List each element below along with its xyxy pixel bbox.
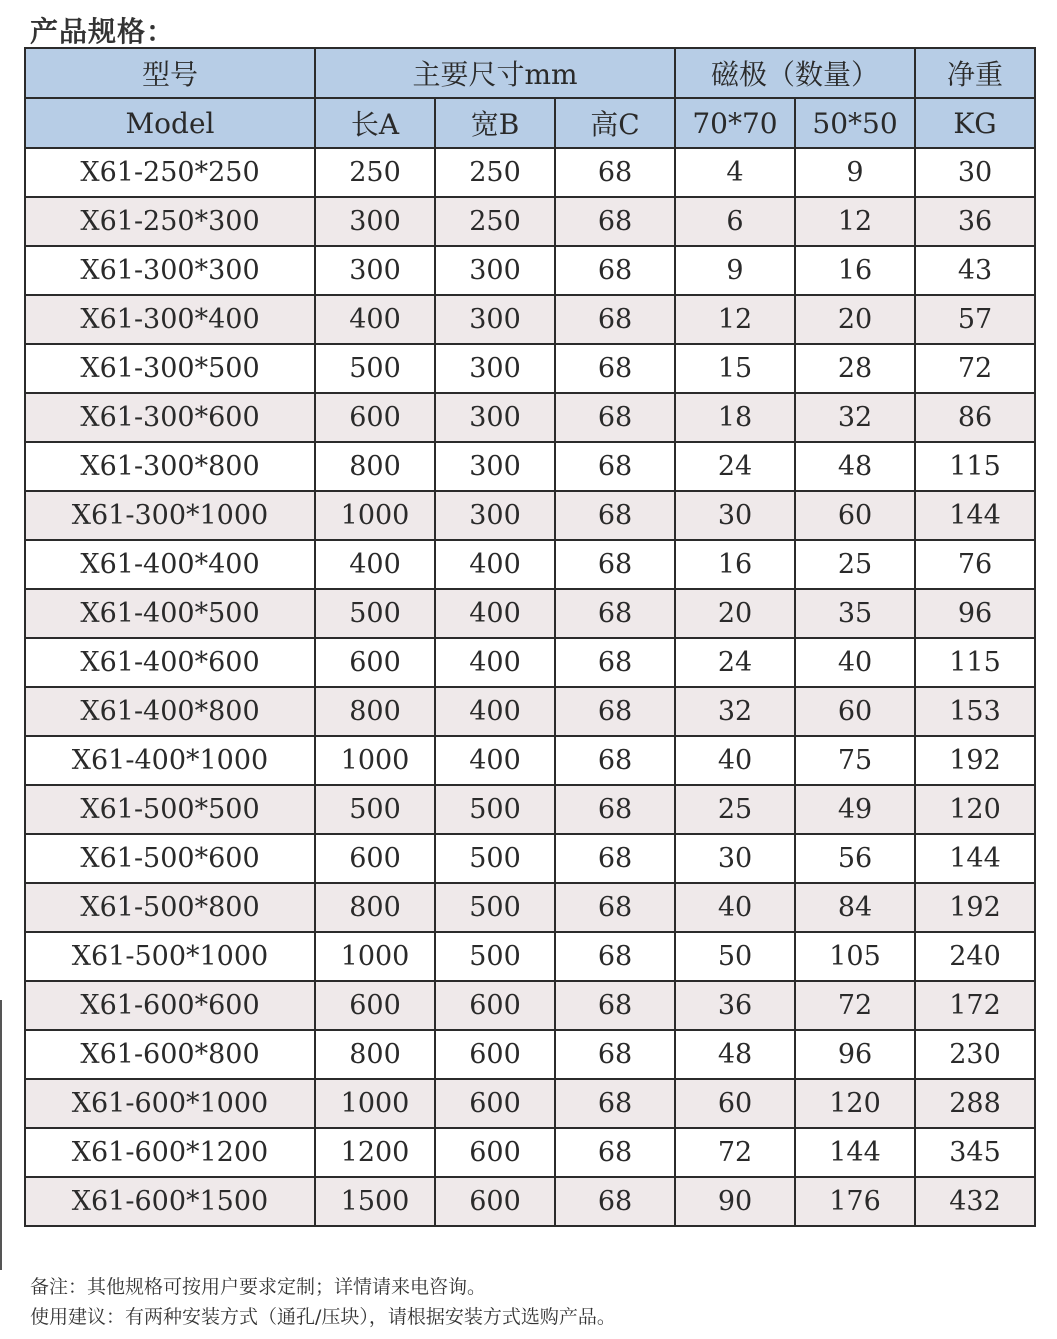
cell-width: 500 bbox=[435, 883, 555, 932]
cell-width: 500 bbox=[435, 932, 555, 981]
cell-model: X61-300*400 bbox=[25, 295, 315, 344]
cell-model: X61-300*500 bbox=[25, 344, 315, 393]
cell-height: 68 bbox=[555, 246, 675, 295]
cell-model: X61-400*800 bbox=[25, 687, 315, 736]
table-row bbox=[25, 589, 1035, 638]
cell-poles-50: 105 bbox=[795, 932, 915, 981]
header-row-1 bbox=[25, 48, 1035, 98]
cell-width: 500 bbox=[435, 834, 555, 883]
cell-height: 68 bbox=[555, 932, 675, 981]
cell-width: 400 bbox=[435, 736, 555, 785]
cell-poles-50: 72 bbox=[795, 981, 915, 1030]
header-poles: 磁极（数量） bbox=[675, 48, 915, 98]
cell-model: X61-400*600 bbox=[25, 638, 315, 687]
cell-weight: 192 bbox=[915, 736, 1035, 785]
cell-height: 68 bbox=[555, 1177, 675, 1226]
cell-length: 800 bbox=[315, 1030, 435, 1079]
cell-poles-70: 24 bbox=[675, 638, 795, 687]
table-row bbox=[25, 393, 1035, 442]
table-row bbox=[25, 344, 1035, 393]
cell-length: 250 bbox=[315, 148, 435, 197]
cell-model: X61-500*600 bbox=[25, 834, 315, 883]
cell-model: X61-400*500 bbox=[25, 589, 315, 638]
cell-poles-70: 15 bbox=[675, 344, 795, 393]
header-kg: KG bbox=[915, 98, 1035, 148]
cell-poles-50: 144 bbox=[795, 1128, 915, 1177]
header-model: 型号 bbox=[25, 48, 315, 98]
cell-height: 68 bbox=[555, 1128, 675, 1177]
table-row bbox=[25, 736, 1035, 785]
table-row bbox=[25, 1030, 1035, 1079]
cell-height: 68 bbox=[555, 785, 675, 834]
cell-width: 300 bbox=[435, 491, 555, 540]
cell-poles-50: 96 bbox=[795, 1030, 915, 1079]
cell-width: 400 bbox=[435, 687, 555, 736]
cell-width: 300 bbox=[435, 393, 555, 442]
cell-width: 300 bbox=[435, 246, 555, 295]
header-row-2 bbox=[25, 98, 1035, 148]
cell-length: 600 bbox=[315, 393, 435, 442]
cell-poles-50: 35 bbox=[795, 589, 915, 638]
cell-poles-70: 9 bbox=[675, 246, 795, 295]
table-row bbox=[25, 932, 1035, 981]
cell-weight: 230 bbox=[915, 1030, 1035, 1079]
cell-width: 250 bbox=[435, 148, 555, 197]
cell-weight: 345 bbox=[915, 1128, 1035, 1177]
cell-length: 600 bbox=[315, 834, 435, 883]
table-row bbox=[25, 540, 1035, 589]
cell-poles-70: 25 bbox=[675, 785, 795, 834]
cell-poles-50: 49 bbox=[795, 785, 915, 834]
cell-height: 68 bbox=[555, 1079, 675, 1128]
cell-model: X61-250*300 bbox=[25, 197, 315, 246]
cell-width: 300 bbox=[435, 295, 555, 344]
header-poles-70: 70*70 bbox=[675, 98, 795, 148]
header-poles-50: 50*50 bbox=[795, 98, 915, 148]
cell-poles-50: 120 bbox=[795, 1079, 915, 1128]
cell-height: 68 bbox=[555, 197, 675, 246]
cell-length: 1200 bbox=[315, 1128, 435, 1177]
cell-length: 1000 bbox=[315, 1079, 435, 1128]
cell-poles-70: 6 bbox=[675, 197, 795, 246]
cell-weight: 36 bbox=[915, 197, 1035, 246]
cell-poles-70: 30 bbox=[675, 491, 795, 540]
cell-width: 500 bbox=[435, 785, 555, 834]
cell-width: 300 bbox=[435, 442, 555, 491]
cell-model: X61-600*800 bbox=[25, 1030, 315, 1079]
table-row bbox=[25, 491, 1035, 540]
note-usage: 使用建议：有两种安装方式（通孔/压块），请根据安装方式选购产品。 bbox=[30, 1306, 616, 1328]
cell-poles-50: 48 bbox=[795, 442, 915, 491]
cell-length: 300 bbox=[315, 197, 435, 246]
table-row bbox=[25, 246, 1035, 295]
header-length: 长A bbox=[315, 98, 435, 148]
cell-poles-70: 40 bbox=[675, 883, 795, 932]
cell-length: 800 bbox=[315, 442, 435, 491]
cell-weight: 115 bbox=[915, 442, 1035, 491]
cell-poles-50: 20 bbox=[795, 295, 915, 344]
cell-height: 68 bbox=[555, 442, 675, 491]
cell-weight: 57 bbox=[915, 295, 1035, 344]
cell-poles-50: 16 bbox=[795, 246, 915, 295]
cell-poles-70: 16 bbox=[675, 540, 795, 589]
cell-length: 500 bbox=[315, 589, 435, 638]
table-row bbox=[25, 1128, 1035, 1177]
cell-height: 68 bbox=[555, 638, 675, 687]
cell-poles-50: 9 bbox=[795, 148, 915, 197]
cell-length: 1500 bbox=[315, 1177, 435, 1226]
cell-height: 68 bbox=[555, 687, 675, 736]
cell-width: 300 bbox=[435, 344, 555, 393]
cell-poles-50: 32 bbox=[795, 393, 915, 442]
table-row bbox=[25, 883, 1035, 932]
cell-poles-70: 18 bbox=[675, 393, 795, 442]
cell-model: X61-300*300 bbox=[25, 246, 315, 295]
cell-poles-70: 60 bbox=[675, 1079, 795, 1128]
cell-model: X61-500*1000 bbox=[25, 932, 315, 981]
cell-length: 1000 bbox=[315, 736, 435, 785]
cell-height: 68 bbox=[555, 589, 675, 638]
cell-height: 68 bbox=[555, 344, 675, 393]
cell-poles-50: 75 bbox=[795, 736, 915, 785]
cell-length: 800 bbox=[315, 883, 435, 932]
cell-width: 400 bbox=[435, 638, 555, 687]
note-remark: 备注：其他规格可按用户要求定制；详情请来电咨询。 bbox=[30, 1276, 487, 1298]
cell-model: X61-600*1500 bbox=[25, 1177, 315, 1226]
header-height: 高C bbox=[555, 98, 675, 148]
header-dimensions: 主要尺寸mm bbox=[315, 48, 675, 98]
cell-poles-70: 48 bbox=[675, 1030, 795, 1079]
table-row bbox=[25, 295, 1035, 344]
cell-weight: 43 bbox=[915, 246, 1035, 295]
cell-poles-70: 36 bbox=[675, 981, 795, 1030]
cell-weight: 288 bbox=[915, 1079, 1035, 1128]
cell-poles-70: 24 bbox=[675, 442, 795, 491]
cell-poles-50: 60 bbox=[795, 491, 915, 540]
cell-poles-70: 30 bbox=[675, 834, 795, 883]
table-row bbox=[25, 1177, 1035, 1226]
header-weight: 净重 bbox=[915, 48, 1035, 98]
cell-weight: 96 bbox=[915, 589, 1035, 638]
cell-width: 400 bbox=[435, 540, 555, 589]
cell-weight: 86 bbox=[915, 393, 1035, 442]
cell-height: 68 bbox=[555, 540, 675, 589]
cell-width: 600 bbox=[435, 1177, 555, 1226]
page-title: 产品规格： bbox=[30, 15, 176, 48]
cell-width: 600 bbox=[435, 1128, 555, 1177]
cell-poles-70: 90 bbox=[675, 1177, 795, 1226]
cell-model: X61-600*1000 bbox=[25, 1079, 315, 1128]
header-model-en: Model bbox=[25, 98, 315, 148]
cell-width: 400 bbox=[435, 589, 555, 638]
cell-poles-50: 56 bbox=[795, 834, 915, 883]
cell-poles-50: 28 bbox=[795, 344, 915, 393]
cell-length: 500 bbox=[315, 344, 435, 393]
cell-weight: 120 bbox=[915, 785, 1035, 834]
cell-weight: 144 bbox=[915, 491, 1035, 540]
cell-length: 400 bbox=[315, 540, 435, 589]
cell-length: 1000 bbox=[315, 932, 435, 981]
cell-poles-50: 12 bbox=[795, 197, 915, 246]
cell-length: 500 bbox=[315, 785, 435, 834]
cell-height: 68 bbox=[555, 1030, 675, 1079]
cell-weight: 432 bbox=[915, 1177, 1035, 1226]
edge-divider bbox=[0, 1000, 2, 1270]
cell-height: 68 bbox=[555, 393, 675, 442]
table-row bbox=[25, 785, 1035, 834]
cell-model: X61-400*400 bbox=[25, 540, 315, 589]
cell-model: X61-600*1200 bbox=[25, 1128, 315, 1177]
cell-poles-50: 84 bbox=[795, 883, 915, 932]
cell-weight: 144 bbox=[915, 834, 1035, 883]
table-row bbox=[25, 834, 1035, 883]
cell-length: 1000 bbox=[315, 491, 435, 540]
cell-poles-50: 25 bbox=[795, 540, 915, 589]
cell-weight: 192 bbox=[915, 883, 1035, 932]
header-width: 宽B bbox=[435, 98, 555, 148]
cell-length: 600 bbox=[315, 638, 435, 687]
cell-weight: 240 bbox=[915, 932, 1035, 981]
cell-height: 68 bbox=[555, 834, 675, 883]
cell-width: 600 bbox=[435, 1030, 555, 1079]
cell-weight: 115 bbox=[915, 638, 1035, 687]
cell-weight: 72 bbox=[915, 344, 1035, 393]
cell-length: 300 bbox=[315, 246, 435, 295]
cell-poles-70: 40 bbox=[675, 736, 795, 785]
cell-poles-70: 12 bbox=[675, 295, 795, 344]
table-row bbox=[25, 981, 1035, 1030]
spec-table bbox=[24, 47, 1036, 1227]
cell-poles-70: 72 bbox=[675, 1128, 795, 1177]
table-row bbox=[25, 638, 1035, 687]
cell-width: 250 bbox=[435, 197, 555, 246]
cell-width: 600 bbox=[435, 1079, 555, 1128]
cell-model: X61-300*1000 bbox=[25, 491, 315, 540]
cell-height: 68 bbox=[555, 981, 675, 1030]
cell-poles-50: 176 bbox=[795, 1177, 915, 1226]
cell-weight: 30 bbox=[915, 148, 1035, 197]
cell-length: 400 bbox=[315, 295, 435, 344]
cell-height: 68 bbox=[555, 148, 675, 197]
cell-model: X61-400*1000 bbox=[25, 736, 315, 785]
cell-model: X61-500*500 bbox=[25, 785, 315, 834]
cell-poles-70: 4 bbox=[675, 148, 795, 197]
cell-model: X61-300*800 bbox=[25, 442, 315, 491]
cell-height: 68 bbox=[555, 295, 675, 344]
cell-model: X61-600*600 bbox=[25, 981, 315, 1030]
cell-model: X61-500*800 bbox=[25, 883, 315, 932]
cell-length: 800 bbox=[315, 687, 435, 736]
cell-poles-50: 60 bbox=[795, 687, 915, 736]
table-row bbox=[25, 197, 1035, 246]
table-row bbox=[25, 687, 1035, 736]
cell-weight: 153 bbox=[915, 687, 1035, 736]
cell-weight: 172 bbox=[915, 981, 1035, 1030]
cell-height: 68 bbox=[555, 883, 675, 932]
cell-width: 600 bbox=[435, 981, 555, 1030]
cell-poles-50: 40 bbox=[795, 638, 915, 687]
cell-model: X61-250*250 bbox=[25, 148, 315, 197]
cell-model: X61-300*600 bbox=[25, 393, 315, 442]
cell-poles-70: 20 bbox=[675, 589, 795, 638]
notes bbox=[30, 1272, 616, 1332]
cell-height: 68 bbox=[555, 736, 675, 785]
table-row bbox=[25, 1079, 1035, 1128]
cell-poles-70: 32 bbox=[675, 687, 795, 736]
cell-length: 600 bbox=[315, 981, 435, 1030]
table-row bbox=[25, 148, 1035, 197]
cell-height: 68 bbox=[555, 491, 675, 540]
cell-weight: 76 bbox=[915, 540, 1035, 589]
table-body bbox=[25, 148, 1035, 1226]
cell-poles-70: 50 bbox=[675, 932, 795, 981]
table-row bbox=[25, 442, 1035, 491]
